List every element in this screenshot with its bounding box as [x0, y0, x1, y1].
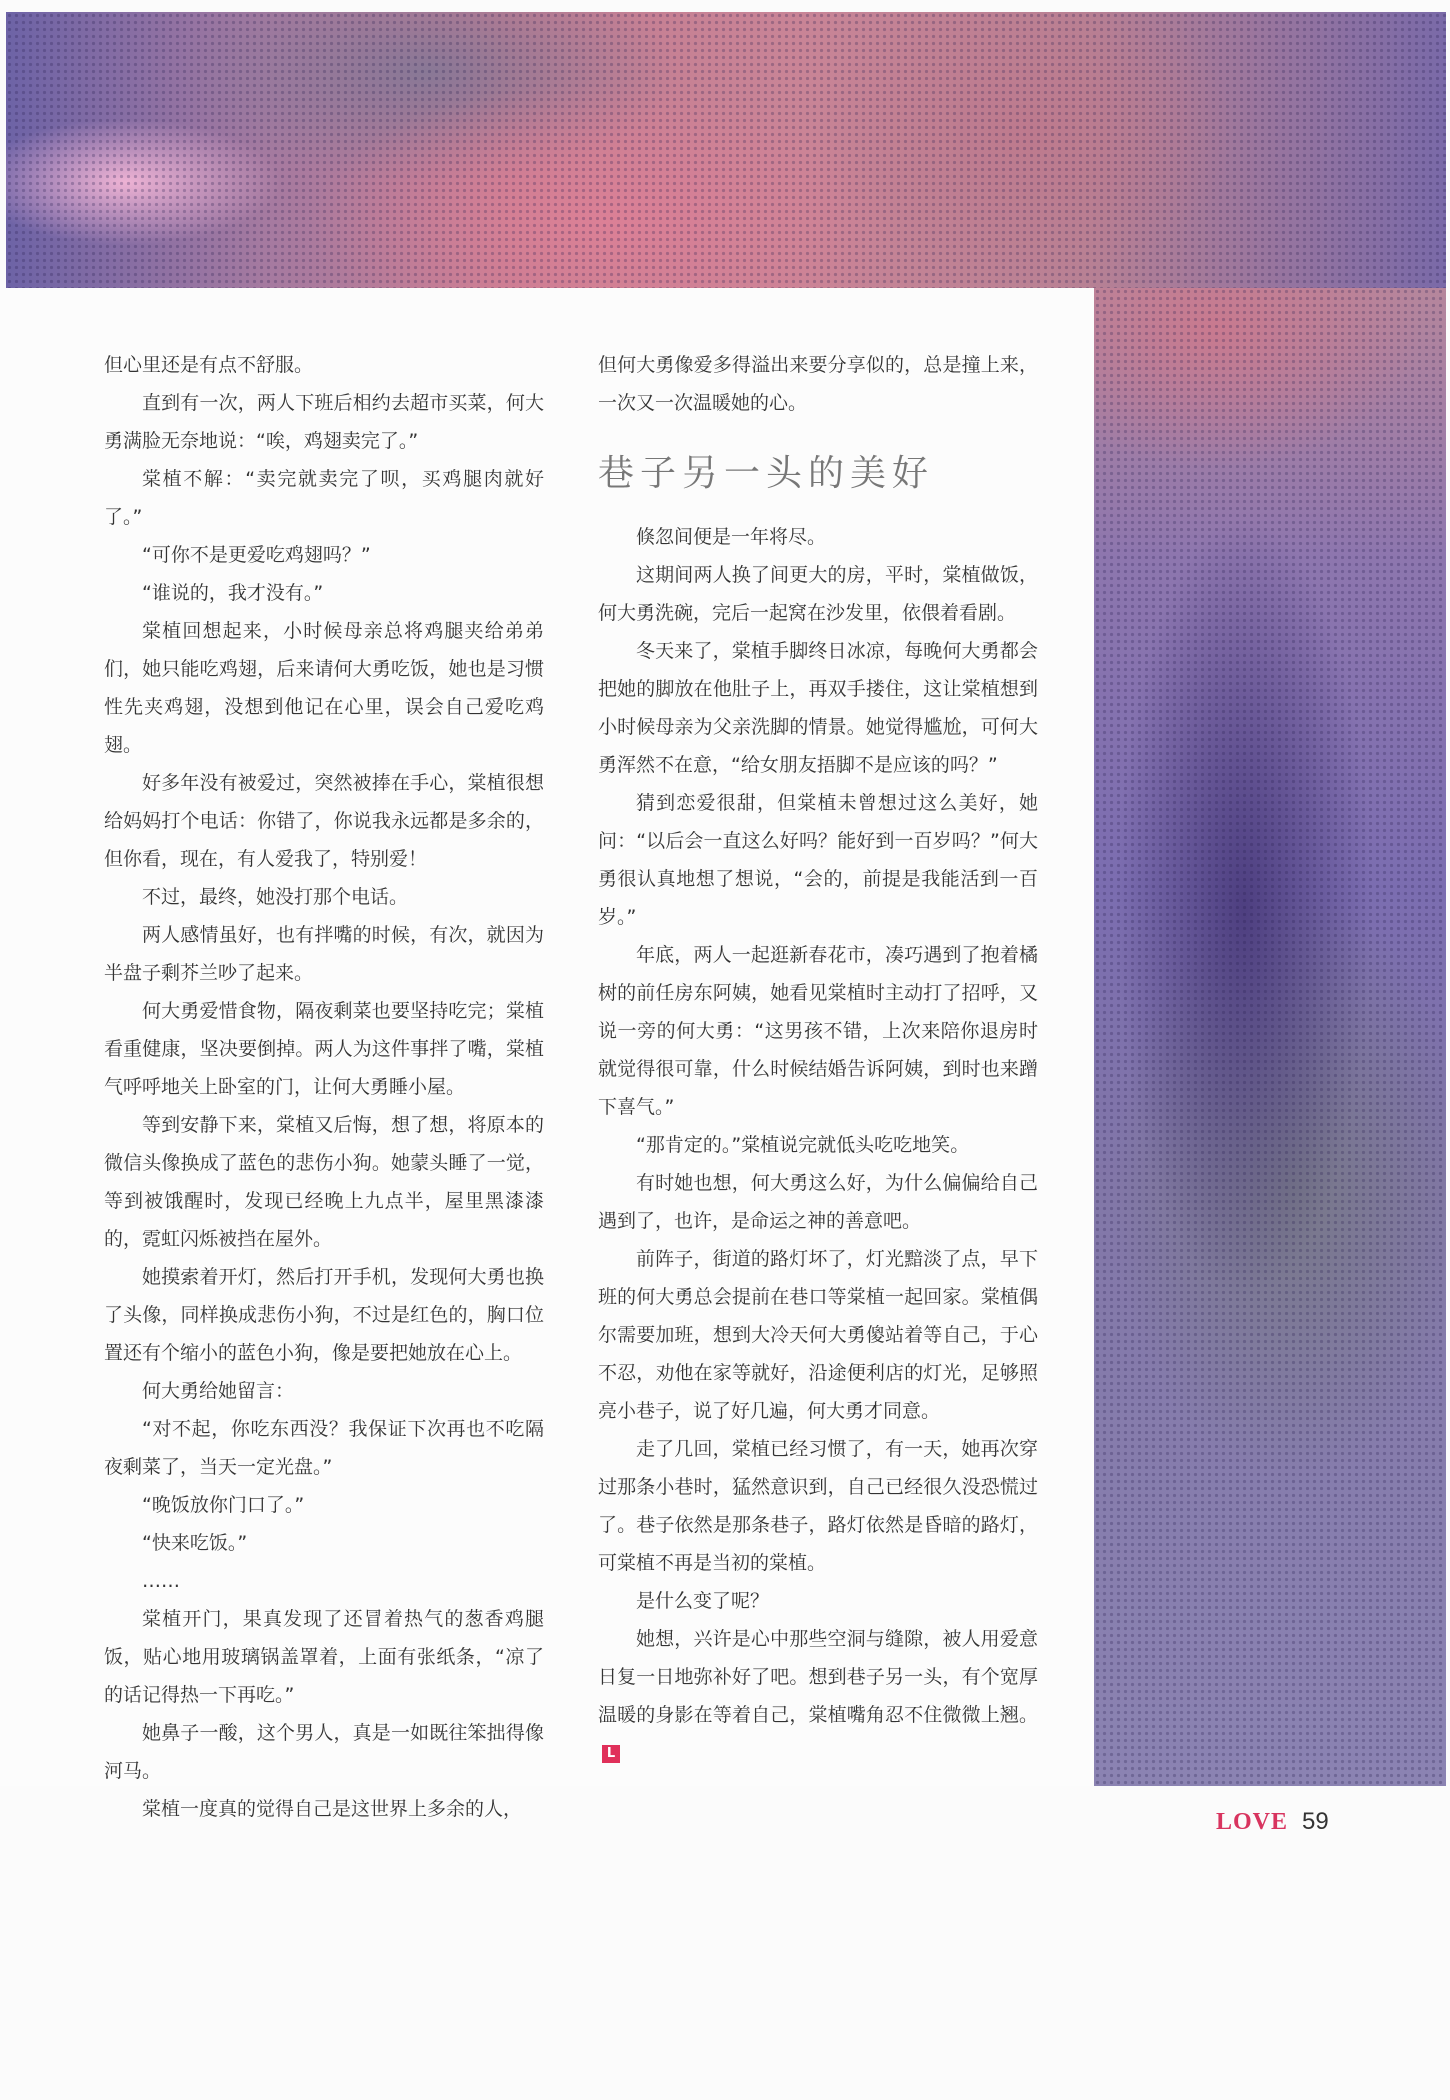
paragraph: 但心里还是有点不舒服。	[104, 354, 314, 376]
section-heading: 巷子另一头的美好	[598, 453, 935, 494]
paragraph: 走了几回，棠植已经习惯了，有一天，她再次穿过那条小巷时，猛然意识到，自己已经很久没恐慌过了。巷子依然是那条巷子，路灯依然是昏暗的路灯，可棠植不再是当初的棠植。	[598, 1438, 1038, 1574]
right-column	[598, 346, 1038, 1772]
paragraph: 棠植一度真的觉得自己是这世界上多余的人，	[142, 1798, 523, 1820]
paragraph: 年底，两人一起逛新春花市，凑巧遇到了抱着橘树的前任房东阿姨，她看见棠植时主动打了招呼，又说一旁的何大勇：“这男孩不错，上次来陪你退房时就觉得很可靠，什么时候结婚告诉阿姨，到时也来蹭下喜气。”	[598, 944, 1038, 1118]
paragraph: 这期间两人换了间更大的房，平时，棠植做饭，何大勇洗碗，完后一起窝在沙发里，依偎着看剧。	[598, 564, 1038, 624]
paragraph: 倏忽间便是一年将尽。	[636, 526, 827, 548]
end-mark-icon: L	[602, 1745, 620, 1763]
paragraph: 前阵子，街道的路灯坏了，灯光黯淡了点，早下班的何大勇总会提前在巷口等棠植一起回家。棠植偶尔需要加班，想到大冷天何大勇傻站着等自己，于心不忍，劝他在家等就好，沿途便利店的灯光，足够照亮小巷子，说了好几遍，何大勇才同意。	[598, 1248, 1038, 1422]
header-artwork	[6, 12, 1446, 288]
paragraph: “对不起，你吃东西没？我保证下次再也不吃隔夜剩菜了，当天一定光盘。”	[104, 1418, 544, 1478]
magazine-logo: LOVE	[1216, 1809, 1289, 1835]
side-artwork	[1094, 288, 1446, 1786]
paragraph: “那肯定的。”棠植说完就低头吃吃地笑。	[636, 1134, 970, 1156]
paragraph: 好多年没有被爱过，突然被捧在手心，棠植很想给妈妈打个电话：你错了，你说我永远都是多余的，但你看，现在，有人爱我了，特别爱！	[104, 772, 544, 870]
right-column-section	[598, 518, 1038, 1772]
paragraph: 她想，兴许是心中那些空洞与缝隙，被人用爱意日复一日地弥补好了吧。想到巷子另一头，有个宽厚温暖的身影在等着自己，棠植嘴角忍不住微微上翘。L	[598, 1628, 1038, 1761]
paragraph: 她摸索着开灯，然后打开手机，发现何大勇也换了头像，同样换成悲伤小狗，不过是红色的，胸口位置还有个缩小的蓝色小狗，像是要把她放在心上。	[104, 1266, 544, 1364]
paragraph: 等到安静下来，棠植又后悔，想了想，将原本的微信头像换成了蓝色的悲伤小狗。她蒙头睡了一觉，等到被饿醒时，发现已经晚上九点半，屋里黑漆漆的，霓虹闪烁被挡在屋外。	[104, 1114, 544, 1250]
page-number: 59	[1302, 1808, 1329, 1835]
paragraph: 是什么变了呢？	[636, 1590, 770, 1612]
paragraph: 冬天来了，棠植手脚终日冰凉，每晚何大勇都会把她的脚放在他肚子上，再双手搂住，这让棠植想到小时候母亲为父亲洗脚的情景。她觉得尴尬，可何大勇浑然不在意，“给女朋友捂脚不是应该的吗？”	[598, 640, 1038, 776]
right-column-intro	[598, 346, 1038, 422]
article-page	[0, 288, 1094, 1820]
paragraph: 不过，最终，她没打那个电话。	[142, 886, 409, 908]
paragraph: 棠植开门，果真发现了还冒着热气的葱香鸡腿饭，贴心地用玻璃锅盖罩着，上面有张纸条，“凉了的话记得热一下再吃。”	[104, 1608, 544, 1706]
paragraph: 直到有一次，两人下班后相约去超市买菜，何大勇满脸无奈地说：“唉，鸡翅卖完了。”	[104, 392, 544, 452]
paragraph: 她鼻子一酸，这个男人，真是一如既往笨拙得像河马。	[104, 1722, 544, 1782]
paragraph: 两人感情虽好，也有拌嘴的时候，有次，就因为半盘子剩芥兰吵了起来。	[104, 924, 544, 984]
paragraph: “谁说的，我才没有。”	[142, 582, 324, 604]
paragraph: ……	[142, 1570, 180, 1592]
left-column	[104, 346, 544, 1828]
page-footer	[1216, 1808, 1329, 1836]
paragraph: 何大勇给她留言：	[142, 1380, 295, 1402]
paragraph: 棠植回想起来，小时候母亲总将鸡腿夹给弟弟们，她只能吃鸡翅，后来请何大勇吃饭，她也是习惯性先夹鸡翅，没想到他记在心里，误会自己爱吃鸡翅。	[104, 620, 544, 756]
paragraph: “可你不是更爱吃鸡翅吗？”	[142, 544, 371, 566]
paragraph: “晚饭放你门口了。”	[142, 1494, 305, 1516]
paragraph: “快来吃饭。”	[142, 1532, 248, 1554]
paragraph: 有时她也想，何大勇这么好，为什么偏偏给自己遇到了，也许，是命运之神的善意吧。	[598, 1172, 1038, 1232]
paragraph: 何大勇爱惜食物，隔夜剩菜也要坚持吃完；棠植看重健康，坚决要倒掉。两人为这件事拌了嘴，棠植气呼呼地关上卧室的门，让何大勇睡小屋。	[104, 1000, 544, 1098]
paragraph: 棠植不解：“卖完就卖完了呗，买鸡腿肉就好了。”	[104, 468, 544, 528]
paragraph: 但何大勇像爱多得溢出来要分享似的，总是撞上来，一次又一次温暖她的心。	[598, 354, 1038, 414]
paragraph: 猜到恋爱很甜，但棠植未曾想过这么美好，她问：“以后会一直这么好吗？能好到一百岁吗？”何大勇很认真地想了想说，“会的，前提是我能活到一百岁。”	[598, 792, 1038, 928]
